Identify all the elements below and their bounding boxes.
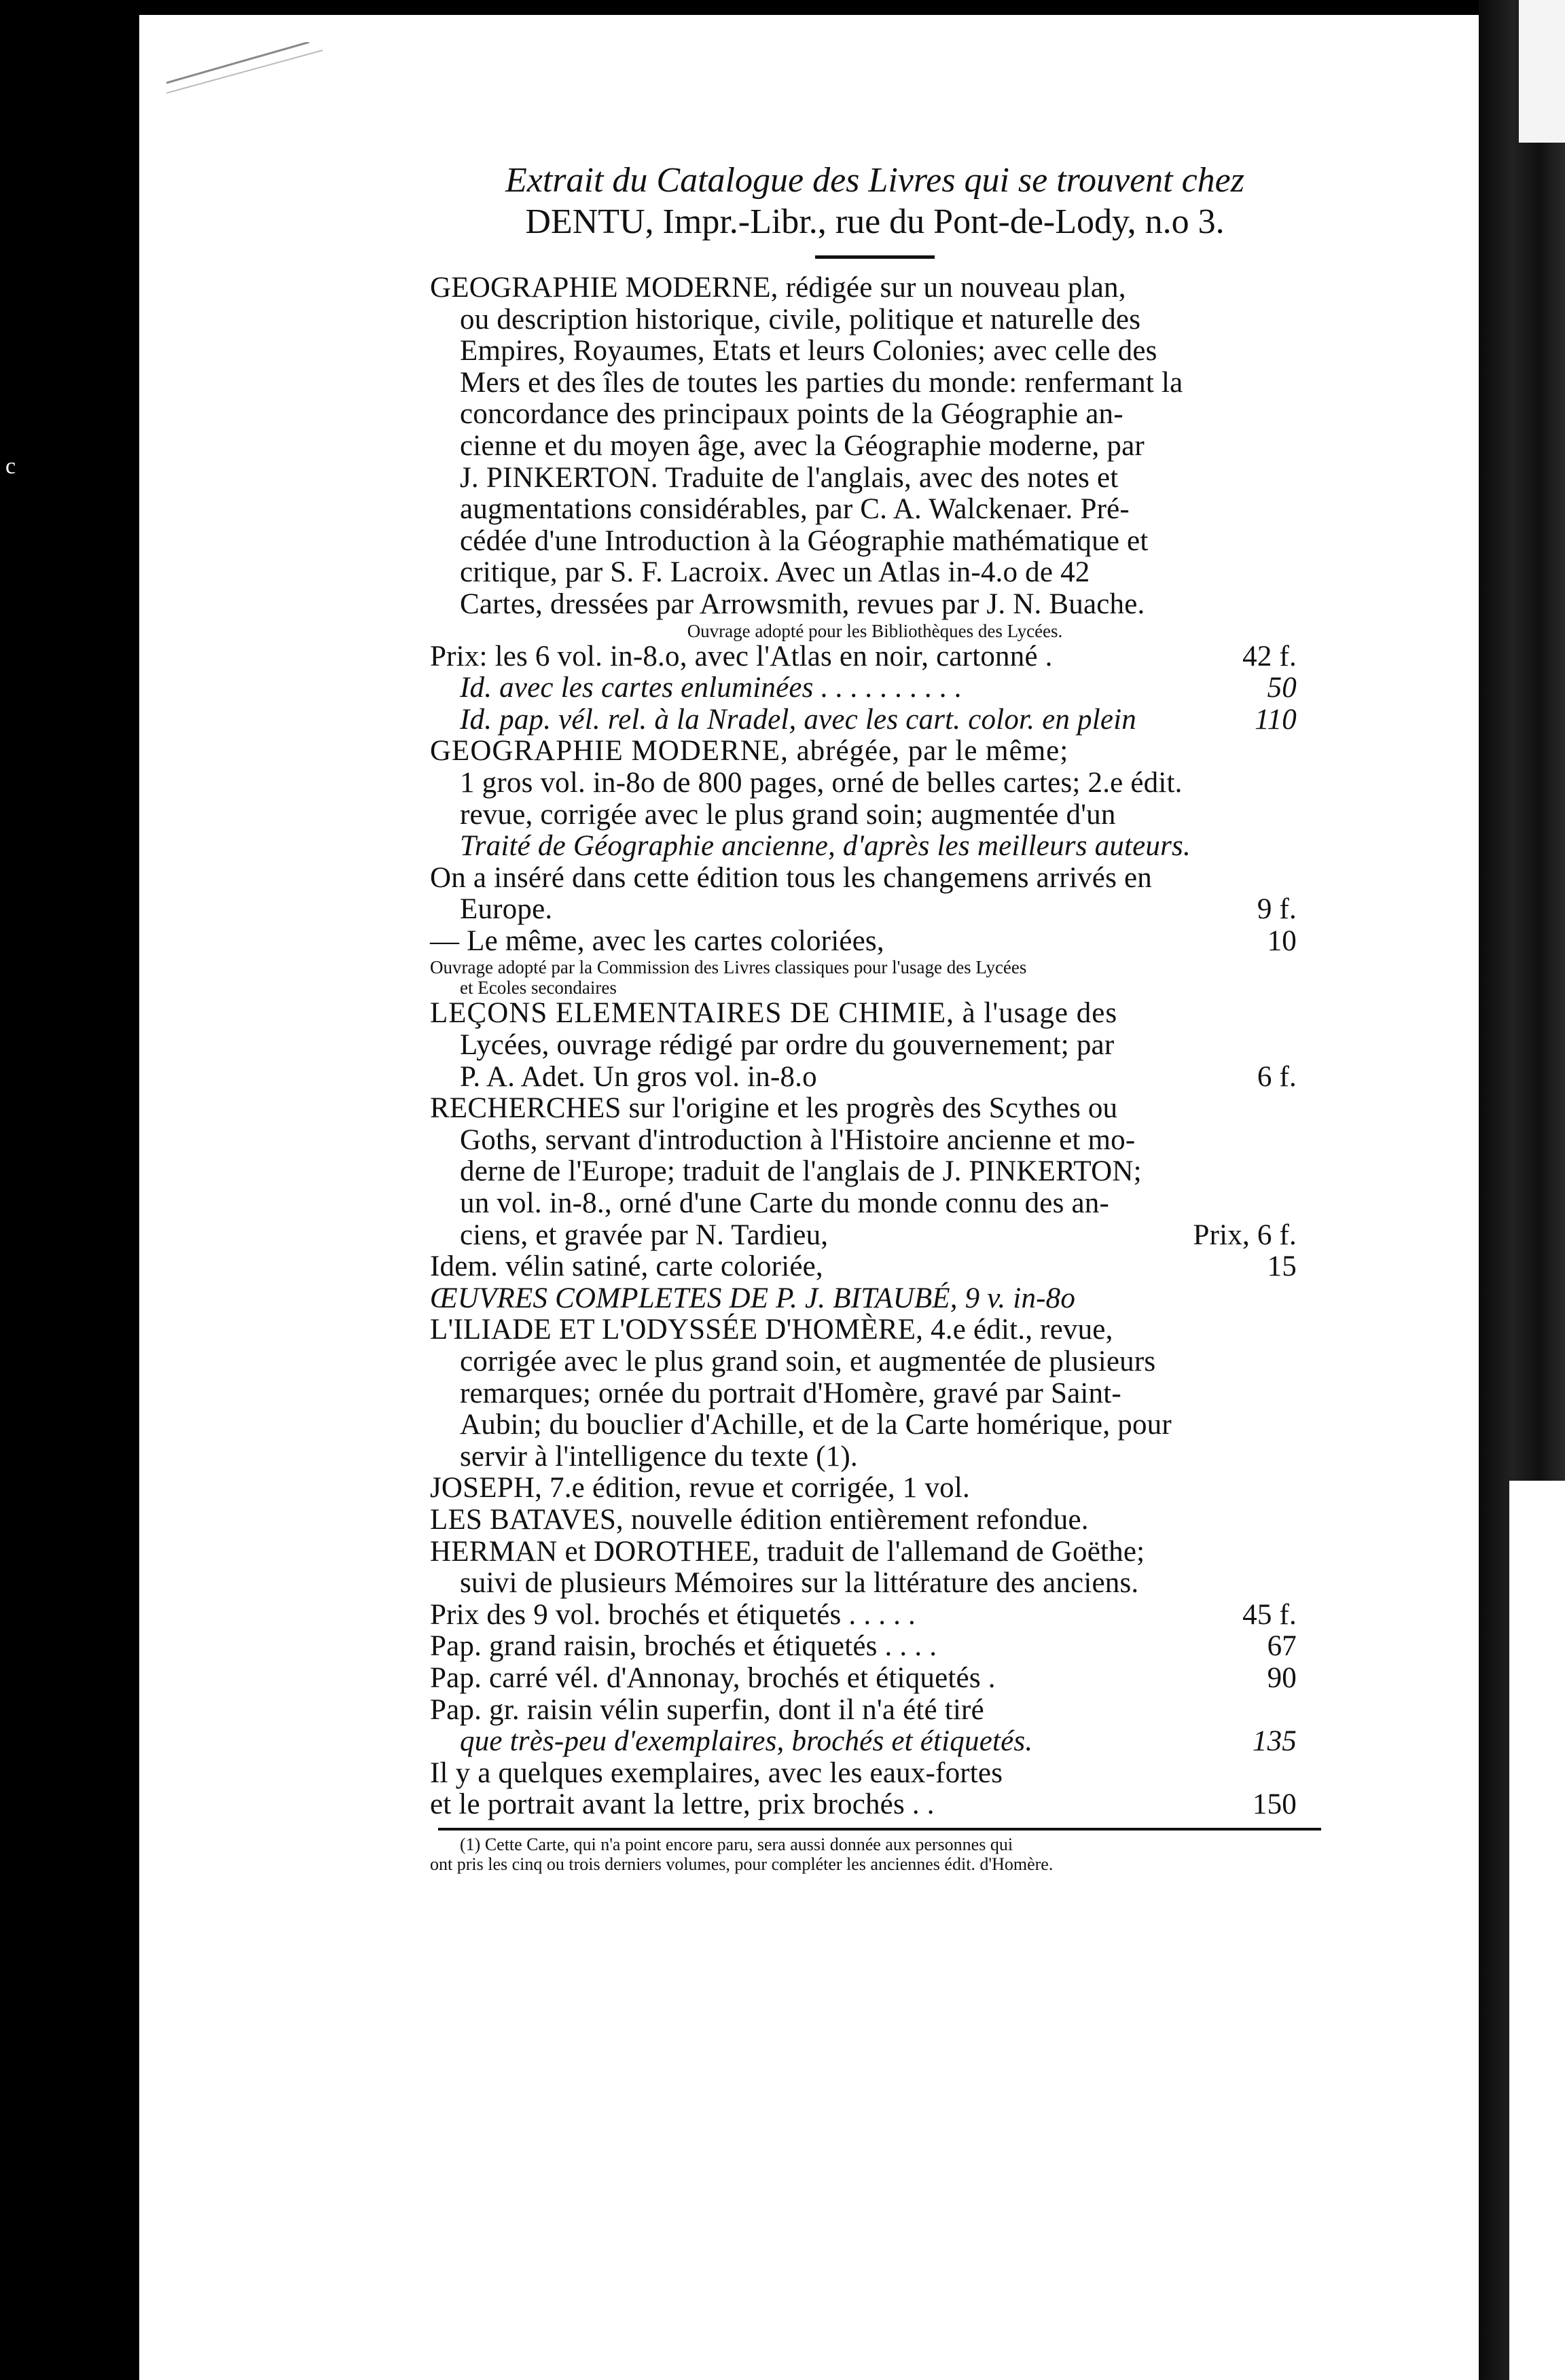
price-value: 150 — [1252, 1788, 1297, 1821]
entry-line: Lycées, ouvrage rédigé par ordre du gouvernement; par — [460, 1029, 1115, 1062]
entry-line: concordance des principaux points de la Géographie an- — [460, 398, 1123, 431]
footnote: ont pris les cinq ou trois derniers volumes, pour compléter les anciennes édit. d'Homère. — [430, 1854, 1054, 1874]
price-value: 50 — [1267, 672, 1297, 704]
price-value: 10 — [1267, 924, 1297, 957]
page-fold-mark — [166, 42, 343, 137]
catalogue-heading: Extrait du Catalogue des Livres qui se trouvent chez — [505, 161, 1244, 200]
entry-line: Empires, Royaumes, Etats et leurs Colonies; avec celle des — [460, 335, 1157, 367]
price-label: Europe. — [460, 893, 553, 926]
catalogue-text — [430, 160, 1320, 1874]
price-row — [430, 1631, 1320, 1663]
price-label: Pap. grand raisin, brochés et étiquetés . . . . — [430, 1630, 937, 1663]
entry-line: L'ILIADE ET L'ODYSSÉE D'HOMÈRE, 4.e édit., revue, — [430, 1314, 1113, 1346]
entry-line: corrigée avec le plus grand soin, et augmentée de plusieurs — [460, 1346, 1156, 1377]
page-edge-light-top — [1519, 0, 1565, 143]
footnote: (1) Cette Carte, qui n'a point encore paru, sera aussi donnée aux personnes qui — [460, 1834, 1013, 1854]
price-label: et le portrait avant la lettre, prix brochés . . — [430, 1788, 935, 1821]
price-row — [430, 1758, 1320, 1790]
price-value: 110 — [1255, 703, 1297, 736]
price-row — [430, 672, 1320, 704]
entry-line: Cartes, dressées par Arrowsmith, revues par J. N. Buache. — [460, 588, 1145, 620]
entry-line: revue, corrigée avec le plus grand soin; augmentée d'un — [460, 798, 1116, 831]
entry-line: suivi de plusieurs Mémoires sur la littérature des anciens. — [460, 1567, 1139, 1600]
price-value: 135 — [1252, 1725, 1297, 1758]
price-value: 67 — [1267, 1630, 1297, 1663]
price-label: Idem. vélin satiné, carte coloriée, — [430, 1250, 823, 1283]
entry-line: Mers et des îles de toutes les parties du monde: renfermant la — [460, 366, 1183, 399]
price-label: Pap. gr. raisin vélin superfin, dont il n'a été tiré — [430, 1693, 984, 1726]
price-label: Il y a quelques exemplaires, avec les eaux-fortes — [430, 1756, 1003, 1789]
entry-line: Aubin; du bouclier d'Achille, et de la Carte homérique, pour — [460, 1409, 1172, 1441]
price-label: Id. pap. vél. rel. à la Nradel, avec les cart. color. en plein — [460, 703, 1137, 736]
entry-line: GEOGRAPHIE MODERNE, rédigée sur un nouveau plan, — [430, 272, 1126, 304]
price-row — [430, 641, 1320, 673]
adoption-note: Ouvrage adopté pour les Bibliothèques des Lycées. — [687, 620, 1063, 641]
price-row — [430, 1663, 1320, 1695]
price-row — [430, 926, 1320, 958]
price-value: Prix, 6 f. — [1193, 1219, 1297, 1251]
entry-line: remarques; ornée du portrait d'Homère, gravé par Saint- — [460, 1377, 1121, 1409]
entry-line: critique, par S. F. Lacroix. Avec un Atlas in-4.o de 42 — [460, 556, 1090, 589]
price-label: — Le même, avec les cartes coloriées, — [430, 924, 884, 957]
entry-line: J. PINKERTON. Traduite de l'anglais, avec des notes et — [460, 461, 1119, 494]
entry-line: ŒUVRES COMPLETES DE P. J. BITAUBÉ, 9 v. in-8o — [430, 1282, 1076, 1314]
commission-note: et Ecoles secondaires — [460, 977, 617, 998]
price-label: que très-peu d'exemplaires, brochés et étiquetés. — [460, 1725, 1033, 1758]
price-row — [430, 1600, 1320, 1631]
price-value: 90 — [1267, 1661, 1297, 1694]
price-value: 15 — [1267, 1250, 1297, 1283]
price-row — [430, 1251, 1320, 1283]
entry-line: LES BATAVES, nouvelle édition entièrement refondue. — [430, 1503, 1089, 1536]
price-value — [1297, 1695, 1320, 1727]
price-row — [430, 894, 1320, 926]
page-edge-light — [1509, 1481, 1565, 2380]
entry-line: ou description historique, civile, politique et naturelle des — [460, 303, 1141, 336]
price-label: Prix des 9 vol. brochés et étiquetés . . . . . — [430, 1598, 916, 1631]
price-row — [430, 1789, 1320, 1821]
price-value: 6 f. — [1257, 1060, 1297, 1093]
entry-line: cédée d'une Introduction à la Géographie mathématique et — [460, 524, 1149, 557]
price-row — [430, 704, 1320, 736]
price-label: ciens, et gravée par N. Tardieu, — [460, 1219, 829, 1251]
price-value: 45 f. — [1242, 1598, 1297, 1631]
entry-line: augmentations considérables, par C. A. Walckenaer. Pré- — [460, 493, 1130, 526]
price-label: Id. avec les cartes enluminées . . . . . . . . . . — [460, 672, 963, 704]
price-row — [430, 1726, 1320, 1758]
price-label: Prix: les 6 vol. in-8.o, avec l'Atlas en noir, cartonné . — [430, 640, 1053, 672]
price-row — [430, 1695, 1320, 1727]
margin-mark: c — [5, 454, 16, 479]
price-value — [1297, 1758, 1320, 1790]
price-row — [430, 1220, 1320, 1252]
entry-line: JOSEPH, 7.e édition, revue et corrigée, 1 vol. — [430, 1472, 970, 1504]
entry-line: 1 gros vol. in-8o de 800 pages, orné de belles cartes; 2.e édit. — [460, 766, 1183, 799]
heading-rule — [815, 255, 935, 259]
entry-line: GEOGRAPHIE MODERNE, abrégée, par le même; — [430, 735, 1069, 768]
footnote-rule — [438, 1828, 1321, 1831]
price-value: 42 f. — [1242, 640, 1297, 672]
entry-line: LEÇONS ELEMENTAIRES DE CHIMIE, à l'usage des — [430, 997, 1118, 1030]
entry-line: On a inséré dans cette édition tous les changemens arrivés en — [430, 861, 1152, 894]
price-label: P. A. Adet. Un gros vol. in-8.o — [460, 1060, 817, 1093]
entry-line: HERMAN et DOROTHEE, traduit de l'allemand de Goëthe; — [430, 1535, 1145, 1568]
entry-line: Goths, servant d'introduction à l'Histoire ancienne et mo- — [460, 1123, 1136, 1156]
price-label: Pap. carré vél. d'Annonay, brochés et étiquetés . — [430, 1661, 996, 1694]
price-row — [430, 1062, 1320, 1094]
price-value: 9 f. — [1257, 893, 1297, 926]
entry-line: RECHERCHES sur l'origine et les progrès des Scythes ou — [430, 1092, 1118, 1125]
commission-note: Ouvrage adopté par la Commission des Livres classiques pour l'usage des Lycées — [430, 957, 1027, 978]
entry-line: un vol. in-8., orné d'une Carte du monde connu des an- — [460, 1187, 1109, 1220]
entry-line: cienne et du moyen âge, avec la Géographie moderne, par — [460, 429, 1145, 462]
entry-line: servir à l'intelligence du texte (1). — [460, 1440, 858, 1473]
entry-line: derne de l'Europe; traduit de l'anglais de J. PINKERTON; — [460, 1155, 1142, 1188]
publisher-address: DENTU, Impr.-Libr., rue du Pont-de-Lody, n.o 3. — [525, 202, 1225, 241]
entry-line: Traité de Géographie ancienne, d'après les meilleurs auteurs. — [460, 830, 1191, 863]
